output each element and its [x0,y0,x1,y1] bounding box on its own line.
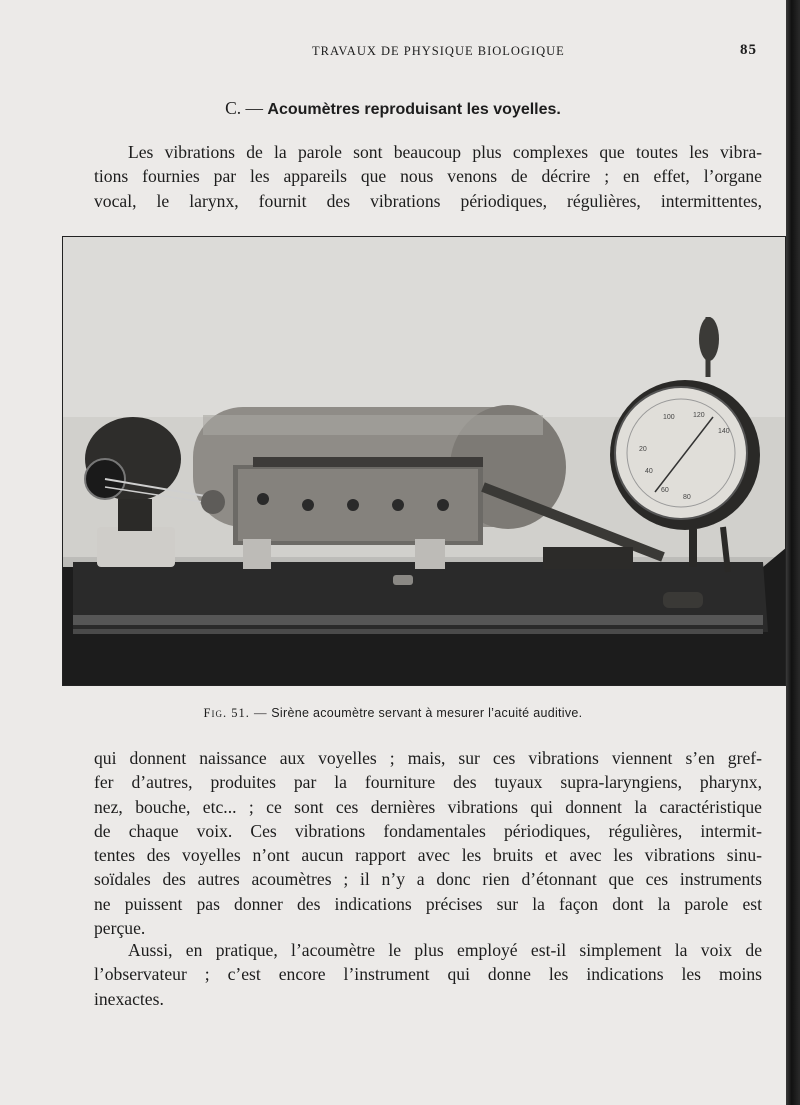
text-line: tentes des voyelles n’ont aucun rapport avec les bruits et avec les vibrations sinu- [94,845,762,866]
figure-photograph [62,236,786,686]
gauge-tick-label: 80 [683,494,691,501]
gauge-tick-label: 140 [718,428,730,435]
text-line: l’observateur ; c’est encore l’instrument qui donne les indications les moins [94,964,762,985]
gauge-tick-label: 60 [661,487,669,494]
section-title: Acoumètres reproduisant les voyelles. [267,101,561,118]
paragraph-continuation [94,746,762,940]
text-line: fer d’autres, produites par la fourniture des tuyaux supra-laryngiens, pharynx, [94,772,762,793]
paragraph-conclusion [94,938,762,1011]
siren-apparatus-illustration [63,237,786,686]
section-heading [0,98,786,119]
figure-caption-text: Sirène acoumètre servant à mesurer l’acuité auditive. [271,706,583,720]
text-line: perçue. [94,918,146,939]
text-line: inexactes. [94,988,164,1009]
section-label: C. — [225,98,264,118]
text-line: Les vibrations de la parole sont beaucoup plus complexes que toutes les vibra- [128,142,762,162]
text-line: tions fournies par les appareils que nous venons de décrire ; en effet, l’organe [94,166,762,187]
text-line: Aussi, en pratique, l’acoumètre le plus employé est-il simplement la voix de [128,940,762,960]
page-number: 85 [740,42,757,58]
figure-number: Fig. 51. — [203,706,268,720]
page-binding-edge [786,0,800,1105]
text-line: de chaque voix. Ces vibrations fondamentales périodiques, régulières, intermit- [94,820,762,841]
gauge-tick-label: 40 [645,468,653,475]
text-line: ne puissent pas donner des indications précises sur la façon dont la parole est [94,893,762,914]
gauge-tick-label: 20 [639,446,647,453]
running-title: TRAVAUX DE PHYSIQUE BIOLOGIQUE [312,44,565,58]
gauge-tick-label: 120 [693,412,705,419]
text-line: vocal, le larynx, fournit des vibrations périodiques, régulières, intermittentes, [94,190,762,211]
text-line: soïdales des autres acoumètres ; il n’y a donc rien d’étonnant que ces instruments [94,869,762,890]
text-line: qui donnent naissance aux voyelles ; mais, sur ces vibrations viennent s’en gref- [94,748,762,768]
text-line: nez, bouche, etc... ; ce sont ces dernières vibrations qui donnent la caractéristique [94,796,762,817]
gauge-tick-label: 100 [663,414,675,421]
paragraph-intro [94,140,762,213]
figure-caption [0,706,786,721]
